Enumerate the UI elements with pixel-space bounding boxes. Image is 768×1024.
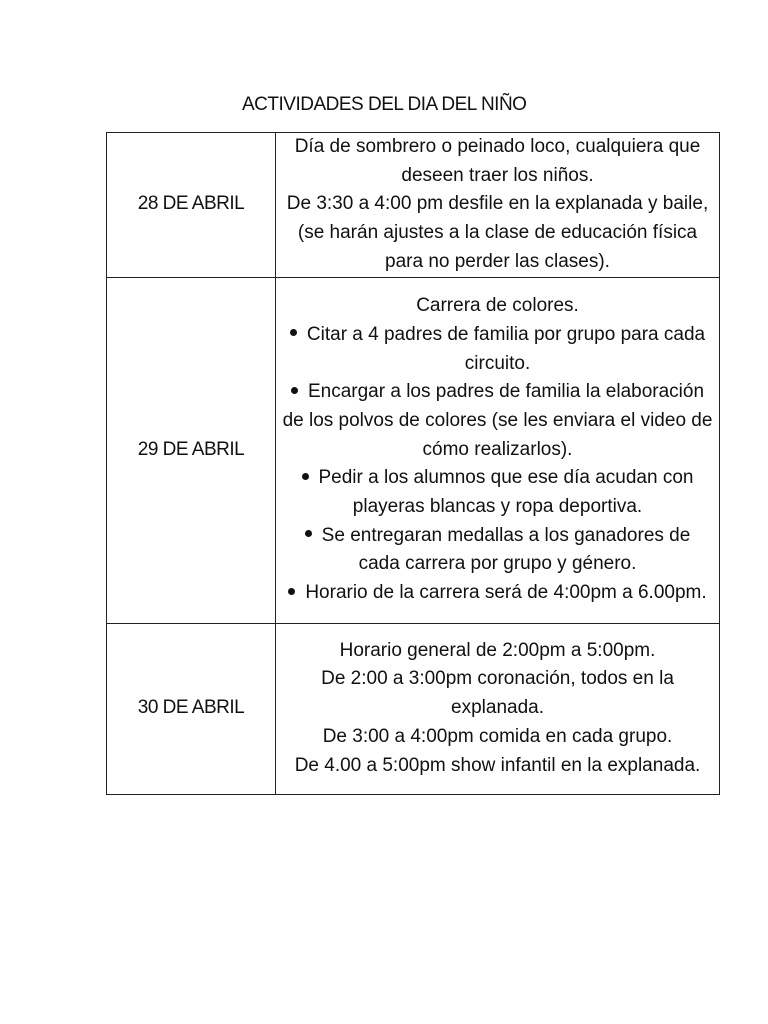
list-item: [282, 321, 713, 378]
activity-cell: [276, 277, 720, 623]
activity-line: De 2:00 a 3:00pm coronación, todos en la explanada.: [321, 668, 674, 719]
bullet-icon: [291, 387, 298, 394]
activity-heading: Carrera de colores.: [416, 295, 579, 317]
list-item-text: Encargar a los padres de familia la elaboración de los polvos de colores (se les enviara el video de cómo realizarlos).: [282, 381, 713, 460]
table-row: [107, 623, 720, 794]
activity-line: De 3:30 a 4:00 pm desfile en la explanada y baile, (se harán ajustes a la clase de educación física para no perder las clases).: [286, 193, 709, 272]
activity-line: De 4.00 a 5:00pm show infantil en la explanada.: [294, 754, 701, 776]
activity-cell: [276, 623, 720, 794]
list-item: [282, 464, 713, 521]
activity-bullet-list: [282, 321, 713, 608]
list-item-text: Pedir a los alumnos que ese día acudan con playeras blancas y ropa deportiva.: [318, 467, 694, 518]
activity-line: Día de sombrero o peinado loco, cualquiera que deseen traer los niños.: [294, 136, 701, 186]
table-row: [107, 133, 720, 278]
list-item-text: Se entregaran medallas a los ganadores de cada carrera por grupo y género.: [321, 524, 691, 575]
activity-cell: [276, 133, 720, 278]
schedule-table: [106, 132, 720, 795]
bullet-icon: [290, 329, 297, 336]
list-item: [282, 378, 713, 464]
bullet-icon: [302, 473, 309, 480]
list-item-text: Citar a 4 padres de familia por grupo para cada circuito.: [306, 323, 706, 374]
list-item: [282, 579, 713, 608]
activity-line: Horario general de 2:00pm a 5:00pm.: [339, 639, 656, 661]
date-cell: 29 DE ABRIL: [107, 277, 276, 623]
activity-line: De 3:00 a 4:00pm comida en cada grupo.: [322, 725, 673, 747]
document-title: ACTIVIDADES DEL DIA DEL NIÑO: [242, 94, 527, 115]
bullet-icon: [305, 530, 312, 537]
list-item: [282, 522, 713, 579]
date-cell: 28 DE ABRIL: [107, 133, 276, 278]
date-cell: 30 DE ABRIL: [107, 623, 276, 794]
bullet-icon: [288, 588, 295, 595]
table-row: [107, 277, 720, 623]
list-item-text: Horario de la carrera será de 4:00pm a 6.00pm.: [305, 582, 707, 604]
